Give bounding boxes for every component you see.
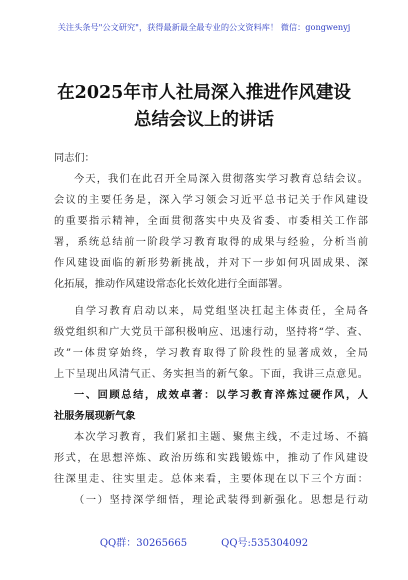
paragraph-line: 的重要指示精神，全面贯彻落实中央及省委、市委相关工作部: [54, 216, 368, 227]
document-title: [0, 80, 408, 134]
paragraph-line: 上下呈现出风清气正、务实担当的新气象。下面，我讲三点意见。: [54, 369, 368, 380]
paragraph-line: 署，系统总结前一阶段学习教育取得的成果与经验，分析当前: [54, 237, 368, 248]
paragraph-line: 往深里走、往实里走。总体来看，主要体现在以下三个方面：: [54, 474, 368, 485]
qq-group: QQ群：30265665: [99, 538, 188, 549]
footer-contact: [0, 534, 408, 549]
paragraph-line: 自学习教育启动以来，局党组坚决扛起主体责任，全局各: [74, 306, 368, 317]
qq-id: QQ号:535304092: [221, 538, 309, 549]
section-heading: 一、回顾总结，成效卓著：以学习教育淬炼过硬作风，人: [74, 389, 368, 401]
title-line-1: 在2025年市人社局深入推进作风建设: [57, 83, 351, 103]
paragraph-line: 级党组织和广大党员干部积极响应、迅速行动，坚持将“学、查、: [54, 327, 368, 338]
title-line-2: 总结会议上的讲话: [134, 110, 274, 130]
paragraph-line: 化拓展，推动作风建设常态化长效化进行全面部署。: [54, 279, 289, 290]
paragraph-line: 改”一体贯穿始终，学习教育取得了阶段性的显著成效，全局: [54, 348, 368, 359]
section-heading: 社服务展现新气象: [54, 410, 136, 422]
paragraph-line: （一）坚持深学细悟，理论武装得到新强化。思想是行动: [74, 495, 368, 506]
paragraph-line: 会议的主要任务是，深入学习领会习近平总书记关于作风建设: [54, 195, 368, 206]
document-body: [54, 148, 368, 511]
paragraph-line: 形式，在思想淬炼、政治历练和实践锻炼中，推动了作风建设: [54, 453, 368, 464]
paragraph-line: 今天，我们在此召开全局深入贯彻落实学习教育总结会议。: [74, 174, 368, 185]
paragraph-line: 作风建设面临的新形势新挑战，并对下一步如何巩固成果、深: [54, 258, 368, 269]
header-note: 关注头条号"公文研究"，获得最新最全最专业的公文资料库！ 微信：gongwenyj: [57, 22, 351, 32]
paragraph-line: 本次学习教育，我们紧扣主题、聚焦主线，不走过场、不搞: [74, 432, 368, 443]
salutation: 同志们：: [54, 153, 95, 164]
